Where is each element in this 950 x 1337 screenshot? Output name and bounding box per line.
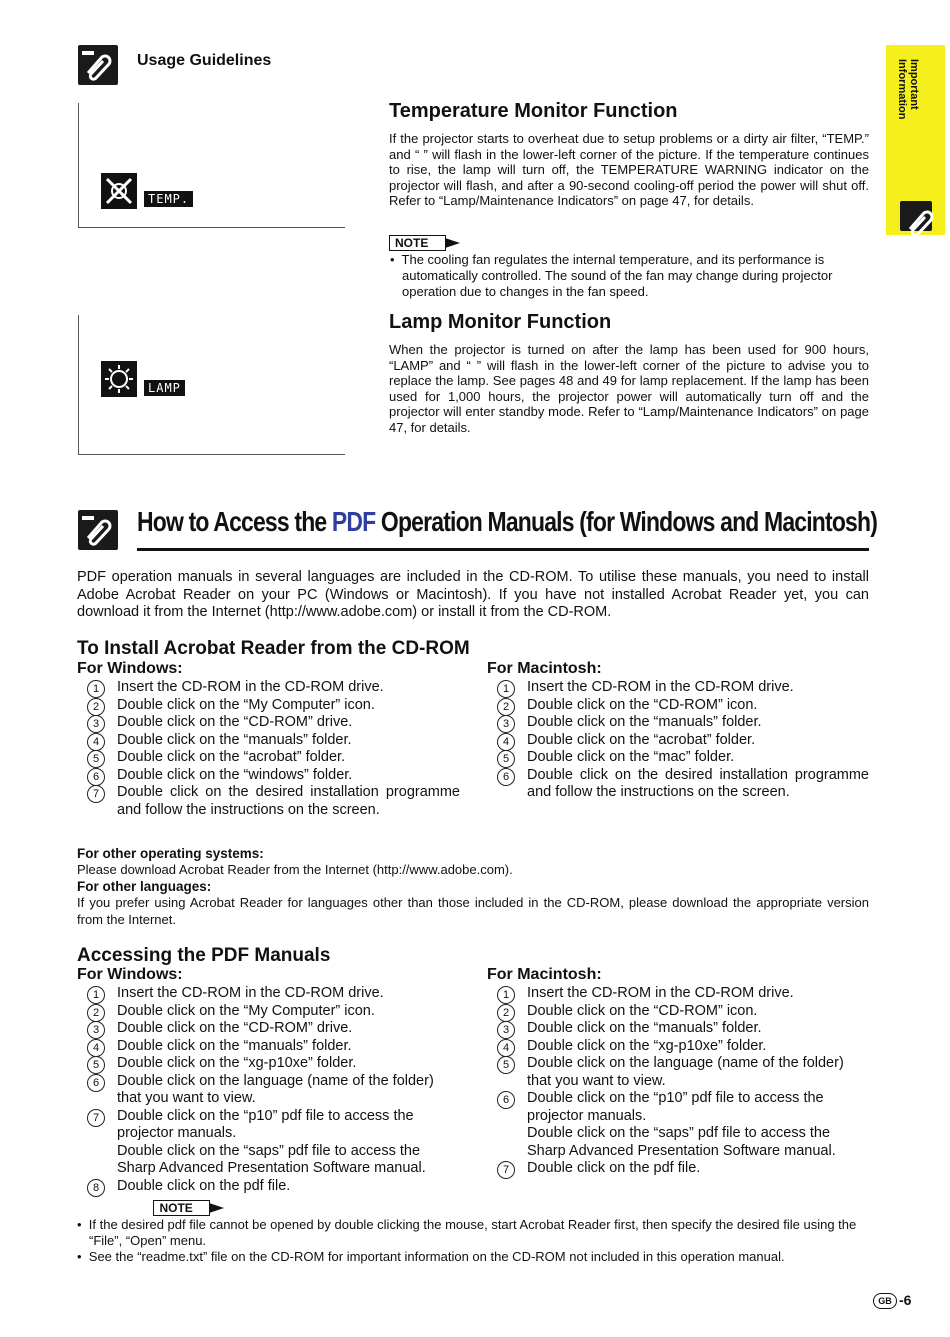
list-item: 2 Double click on the “My Computer” icon. [77, 1003, 460, 1021]
list-item: 4 Double click on the “xg-p10xe” folder. [487, 1038, 869, 1056]
section-label: Usage Guidelines [137, 52, 272, 69]
access-windows-label: For Windows: [77, 966, 183, 983]
intro-text: PDF operation manuals in several languages are included in the CD-ROM. To utilise these manuals, you need to install Adobe Acrobat Reader on your PC (Windows or Macintosh). If you have not installed Acrobat Reader yet, you can download it from the Internet (http://www.adobe.com) or install it from the CD-ROM. [77, 569, 869, 620]
lamp-display-text: LAMP [144, 380, 185, 396]
paperclip-icon [78, 45, 118, 85]
side-tab [886, 45, 945, 235]
temperature-note: • The cooling fan regulates the internal temperature, and its performance is automatically controlled. The sound of the fan may change during projector operation due to changes in the fan speed. [390, 252, 833, 299]
install-windows-steps [77, 679, 460, 819]
paperclip-icon [78, 510, 118, 550]
temperature-warning-icon [101, 173, 137, 209]
list-item: 6 Double click on the “p10” pdf file to access the projector manuals. Double click on the “saps” pdf file to access the Sharp Advanced Presentation Software manual. [487, 1090, 869, 1160]
install-mac-steps [487, 679, 869, 802]
list-item: 4 Double click on the “manuals” folder. [77, 732, 460, 750]
other-os-text: Please download Acrobat Reader from the Internet (http://www.adobe.com). [77, 862, 513, 877]
list-item: 3 Double click on the “CD-ROM” drive. [77, 1020, 460, 1038]
list-item: 2 Double click on the “CD-ROM” icon. [487, 1003, 869, 1021]
list-item: 5 Double click on the “acrobat” folder. [77, 749, 460, 767]
list-item: • See the “readme.txt” file on the CD-ROM for important information on the CD-ROM not included in this operation manual. [77, 1249, 785, 1264]
lamp-heading: Lamp Monitor Function [389, 311, 612, 333]
note-badge [153, 1200, 225, 1216]
note-label: NOTE [395, 236, 429, 250]
title-accent: PDF [331, 506, 376, 537]
page-number: -6 [899, 1292, 912, 1308]
list-item: 4 Double click on the “manuals” folder. [77, 1038, 460, 1056]
lamp-warning-icon [101, 361, 137, 397]
list-item: 5 Double click on the language (name of the folder) that you want to view. [487, 1055, 869, 1090]
list-item: 6 Double click on the language (name of the folder) that you want to view. [77, 1073, 460, 1108]
paperclip-icon [900, 201, 932, 231]
list-item: 6 Double click on the “windows” folder. [77, 767, 460, 785]
access-mac-label: For Macintosh: [487, 966, 602, 983]
list-item: 3 Double click on the “manuals” folder. [487, 714, 869, 732]
main-title: How to Access the PDF Operation Manuals (for Windows and Macintosh) [137, 506, 878, 537]
note-badge [389, 235, 461, 251]
list-item: 3 Double click on the “CD-ROM” drive. [77, 714, 460, 732]
region-badge: GB [873, 1293, 897, 1309]
list-item: 2 Double click on the “My Computer” icon. [77, 697, 460, 715]
list-item: 2 Double click on the “CD-ROM” icon. [487, 697, 869, 715]
list-item: 1 Insert the CD-ROM in the CD-ROM drive. [487, 985, 869, 1003]
side-tab-label: Important Information [896, 59, 920, 120]
list-item: 1 Insert the CD-ROM in the CD-ROM drive. [77, 985, 460, 1003]
other-os-label: For other operating systems: [77, 846, 264, 861]
install-windows-label: For Windows: [77, 660, 183, 677]
list-item: 1 Insert the CD-ROM in the CD-ROM drive. [77, 679, 460, 697]
access-mac-steps [487, 985, 869, 1178]
list-item: 1 Insert the CD-ROM in the CD-ROM drive. [487, 679, 869, 697]
list-item: 7 Double click on the “p10” pdf file to access the projector manuals. Double click on the “saps” pdf file to access the Sharp Advanced Presentation Software manual. [77, 1108, 460, 1178]
list-item: 5 Double click on the “mac” folder. [487, 749, 869, 767]
list-item: 8 Double click on the pdf file. [77, 1178, 460, 1196]
list-item: 7 Double click on the pdf file. [487, 1160, 869, 1178]
temperature-heading: Temperature Monitor Function [389, 100, 678, 122]
other-lang-label: For other languages: [77, 879, 212, 894]
list-item: 4 Double click on the “acrobat” folder. [487, 732, 869, 750]
title-rule [137, 548, 869, 551]
access-windows-steps [77, 985, 460, 1195]
list-item: 6 Double click on the desired installation programme and follow the instructions on the screen. [487, 767, 869, 802]
temp-display-text: TEMP. [144, 191, 193, 207]
list-item: 7 Double click on the desired installation programme and follow the instructions on the screen. [77, 784, 460, 819]
note-label: NOTE [159, 1201, 193, 1215]
access-heading: Accessing the PDF Manuals [77, 945, 331, 966]
access-notes [77, 1217, 869, 1265]
list-item: 3 Double click on the “manuals” folder. [487, 1020, 869, 1038]
other-lang-text: If you prefer using Acrobat Reader for languages other than those included in the CD-ROM, please download the appropriate version from the Internet. [77, 895, 869, 927]
list-item: 5 Double click on the “xg-p10xe” folder. [77, 1055, 460, 1073]
install-mac-label: For Macintosh: [487, 660, 602, 677]
list-item: • If the desired pdf file cannot be opened by double clicking the mouse, start Acrobat Reader first, then specify the desired file using the “File”, “Open” menu. [77, 1217, 857, 1248]
lamp-body: When the projector is turned on after the lamp has been used for 900 hours, “LAMP” and “ ” will flash in the lower-left corner of the picture to advise you to replace the lamp. See pages 48 and 49 for lamp replacement. If the lamp has been used for 1,000 hours, the projector power will automatically turn off and the projector will enter standby mode. Refer to “Lamp/Maintenance Indicators” on page 47, for details. [389, 342, 869, 435]
temperature-body: If the projector starts to overheat due to setup problems or a dirty air filter, “TEMP.” and “ ” will flash in the lower-left corner of the picture. If the temperature continues to rise, the lamp will turn off, the TEMPERATURE WARNING indicator on the projector will flash, and after a 90-second cooling-off period the power will shut off. Refer to “Lamp/Maintenance Indicators” on page 47, for details. [389, 131, 869, 209]
temp-illustration [78, 103, 345, 228]
install-heading: To Install Acrobat Reader from the CD-ROM [77, 638, 470, 659]
